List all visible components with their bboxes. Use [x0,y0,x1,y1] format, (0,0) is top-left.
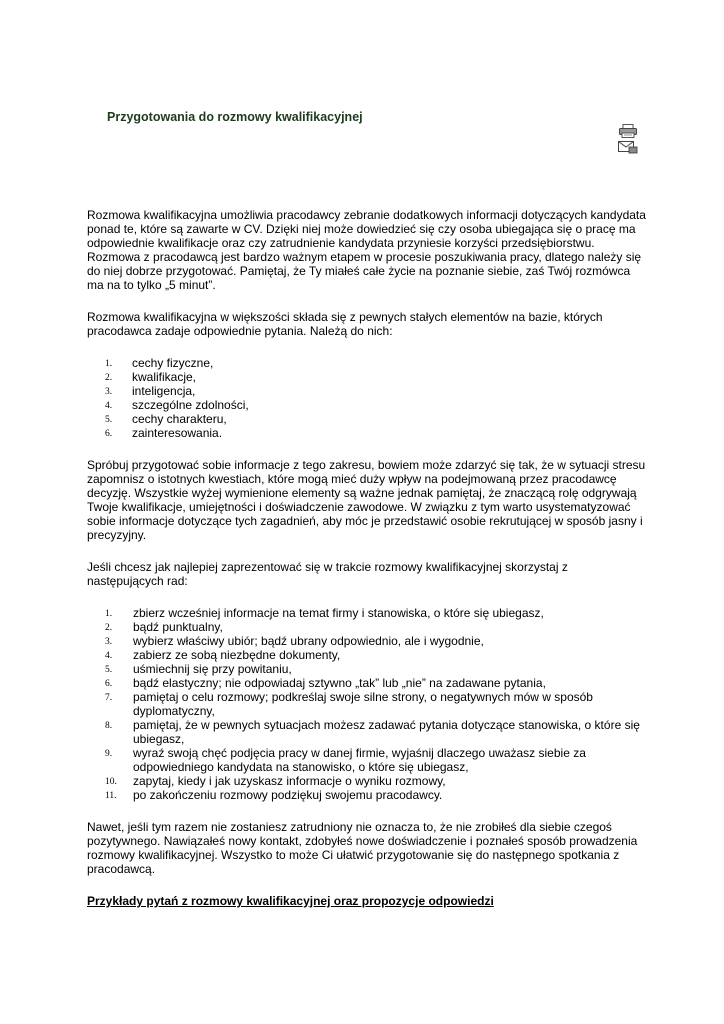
list-item: 10. zapytaj, kiedy i jak uzyskasz informacje o wyniku rozmowy, [105,774,446,788]
list-item: 2. bądź punktualny, [105,620,223,634]
intro-paragraph: Rozmowa kwalifikacyjna umożliwia pracodawcy zebranie dodatkowych informacji dotyczących kandydata ponad te, które są zawarte w CV. Dzięki niej może dowiedzieć się czy osoba ubiegająca się o pracę ma odpowiednie kwalifikacje oraz czy zatrudnienie kandydata przyniesie korzyści przedsiębiorstwu. Rozmowa z pracodawcą jest bardzo ważnym etapem w procesie poszukiwania pracy, dlatego należy się do niej dobrze przygotować. Pamiętaj, że Ty miałeś całe życie na poznanie siebie, zaś Twój rozmówca ma na to tylko „5 minut”. [87,208,646,292]
list-item: 11. po zakończeniu rozmowy podziękuj swojemu pracodawcy. [105,788,443,802]
advice-list [87,606,647,802]
page-title: Przygotowania do rozmowy kwalifikacyjnej [107,110,363,124]
list-item: 5. cechy charakteru, [105,412,227,426]
email-icon[interactable] [618,140,638,154]
list-item: 8. pamiętaj, że w pewnych sytuacjach możesz zadawać pytania dotyczące stanowiska, o które się ubiegasz, [105,718,640,746]
list-item: 7. pamiętaj o celu rozmowy; podkreślaj swoje silne strony, o negatywnych mów w sposób dyplomatyczny, [105,690,593,718]
list-item: 1. zbierz wcześniej informacje na temat firmy i stanowiska, o które się ubiegasz, [105,606,544,620]
list-item: 9. wyraź swoją chęć podjęcia pracy w danej firmie, wyjaśnij dlaczego uważasz siebie za odpowiedniego kandydata na stanowisko, o które się ubiegasz, [105,746,586,774]
next-section-link[interactable]: Przykłady pytań z rozmowy kwalifikacyjnej oraz propozycje odpowiedzi [87,894,494,908]
list-item: 5. uśmiechnij się przy powitaniu, [105,662,292,676]
list-item: 2. kwalifikacje, [105,370,197,384]
list-item: 4. zabierz ze sobą niezbędne dokumenty, [105,648,341,662]
elements-intro: Rozmowa kwalifikacyjna w większości składa się z pewnych stałych elementów na bazie, których pracodawca zadaje odpowiednie pytania. Należą do nich: [87,310,603,338]
advice-intro: Jeśli chcesz jak najlepiej zaprezentować się w trakcie rozmowy kwalifikacyjnej skorzystaj z następujących rad: [87,560,568,588]
list-item: 1. cechy fizyczne, [105,356,214,370]
list-item: 6. bądź elastyczny; nie odpowiadaj sztywno „tak” lub „nie” na zadawane pytania, [105,676,546,690]
elements-list [87,356,647,440]
prepare-paragraph: Spróbuj przygotować sobie informacje z tego zakresu, bowiem może zdarzyć się tak, że w sytuacji stresu zapomnisz o istotnych kwestiach, które mogą mieć duży wpływ na podejmowaną przez pracodawcę decyzję. Wszystkie wyżej wymienione elementy są ważne jednak pamiętaj, że znaczącą rolę odgrywają Twoje kwalifikacje, umiejętności i doświadczenie zawodowe. W związku z tym warto usystematyzować sobie informacje dotyczące tych zagadnień, aby móc je przedstawić osobie rekrutującej w sposób jasny i precyzyjny. [87,458,646,542]
list-item: 3. inteligencja, [105,384,196,398]
list-item: 4. szczególne zdolności, [105,398,249,412]
closing-paragraph: Nawet, jeśli tym razem nie zostaniesz zatrudniony nie oznacza to, że nie zrobiłeś dla siebie czegoś pozytywnego. Nawiązałeś nowy kontakt, zdobyłeś nowe doświadczenie i poznałeś sposób prowadzenia rozmowy kwalifikacyjnej. Wszystko to może Ci ułatwić przygotowanie się do następnego spotkania z pracodawcą. [87,820,638,876]
printer-icon[interactable] [618,124,638,138]
list-item: 3. wybierz właściwy ubiór; bądź ubrany odpowiednio, ale i wygodnie, [105,634,484,648]
list-item: 6. zainteresowania. [105,426,223,440]
article-body [87,208,647,908]
